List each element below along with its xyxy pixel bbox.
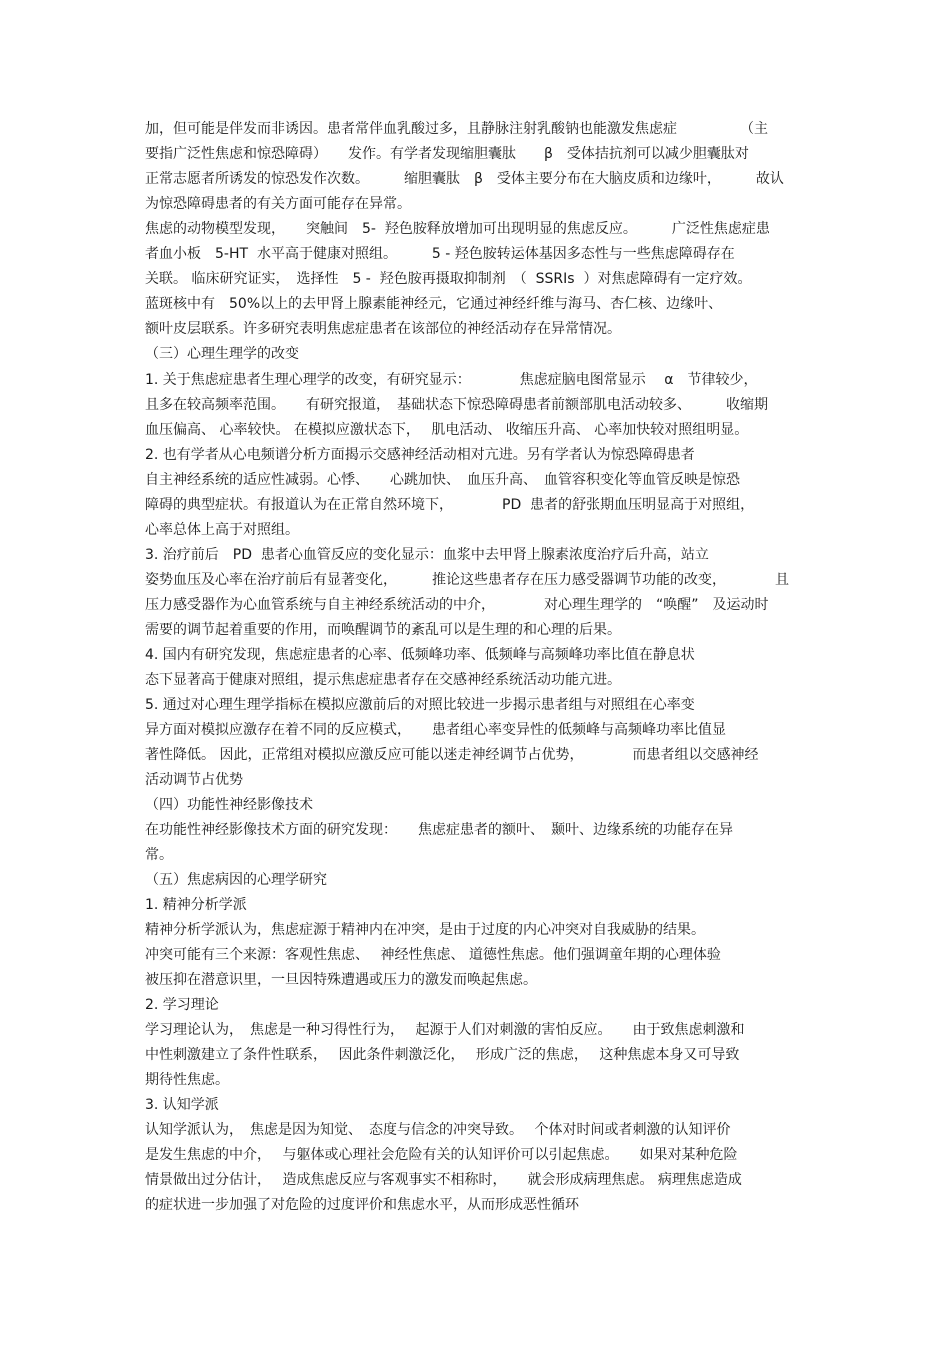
text-line: 关联。 临床研究证实， 选择性 5 - 羟色胺再摄取抑制剂 （ SSRIs ）对焦虑障碍有一定疗效。 — [145, 271, 752, 287]
text-line: 的症状进一步加强了对危险的过度评价和焦虑水平，从而形成恶性循环 — [145, 1197, 579, 1213]
section-heading: （三）心理生理学的改变 — [145, 346, 299, 362]
text-line: 障碍的典型症状。有报道认为在正常自然环境下， PD 患者的舒张期血压明显高于对照组， — [145, 497, 755, 513]
text-line: 加，但可能是伴发而非诱因。患者常伴血乳酸过多，且静脉注射乳酸钠也能激发焦虑症 （主 — [145, 121, 768, 137]
text-line: 活动调节占优势 — [145, 772, 243, 788]
text-line: 在功能性神经影像技术方面的研究发现： 焦虑症患者的额叶、 颞叶、边缘系统的功能存在异 — [145, 822, 733, 838]
text-line: 蓝斑核中有 50%以上的去甲肾上腺素能神经元，它通过神经纤维与海马、杏仁核、边缘叶、 — [145, 296, 723, 312]
text-line: 2. 也有学者从心电频谱分析方面揭示交感神经活动相对亢进。另有学者认为惊恐障碍患者 — [145, 447, 695, 463]
text-line: 学习理论认为， 焦虑是一种习得性行为， 起源于人们对刺激的害怕反应。 由于致焦虑刺激和 — [145, 1022, 745, 1038]
text-line: 态下显著高于健康对照组，提示焦虑症患者存在交感神经系统活动功能亢进。 — [145, 672, 621, 688]
text-line: 者血小板 5-HT 水平高于健康对照组。 5 - 羟色胺转运体基因多态性与一些焦虑障碍存在 — [145, 246, 735, 262]
text-line: 3. 治疗前后 PD 患者心血管反应的变化显示：血浆中去甲肾上腺素浓度治疗后升高，站立 — [145, 547, 709, 563]
text-line: 自主神经系统的适应性减弱。心悸、 心跳加快、 血压升高、 血管容积变化等血管反映是惊恐 — [145, 472, 740, 488]
text-line: 情景做出过分估计， 造成焦虑反应与客观事实不相称时， 就会形成病理焦虑。 病理焦虑造成 — [145, 1172, 742, 1188]
text-line: 著性降低。 因此，正常组对模拟应激反应可能以迷走神经调节占优势， 而患者组以交感神经 — [145, 747, 759, 763]
text-line: 常。 — [145, 847, 173, 863]
text-line: 1. 关于焦虑症患者生理心理学的改变，有研究显示： 焦虑症脑电图常显示 α 节律较少， — [145, 372, 758, 388]
text-line: 是发生焦虑的中介， 与躯体或心理社会危险有关的认知评价可以引起焦虑。 如果对某种危险 — [145, 1147, 738, 1163]
text-line: 血压偏高、 心率较快。 在模拟应激状态下， 肌电活动、 收缩压升高、 心率加快较对照组明显。 — [145, 422, 749, 438]
text-line: 异方面对模拟应激存在着不同的反应模式， 患者组心率变异性的低频峰与高频峰功率比值显 — [145, 722, 726, 738]
text-line: 精神分析学派认为，焦虑症源于精神内在冲突，是由于过度的内心冲突对自我威胁的结果。 — [145, 922, 705, 938]
text-line: 为惊恐障碍患者的有关方面可能存在异常。 — [145, 196, 411, 212]
text-line: 需要的调节起着重要的作用，而唤醒调节的紊乱可以是生理的和心理的后果。 — [145, 622, 621, 638]
subsection-heading: 3. 认知学派 — [145, 1097, 219, 1113]
section-heading: （四）功能性神经影像技术 — [145, 797, 313, 813]
text-line: 要指广泛性焦虑和惊恐障碍） 发作。有学者发现缩胆囊肽 β 受体拮抗剂可以减少胆囊肽对 — [145, 146, 749, 162]
text-line: 压力感受器作为心血管系统与自主神经系统活动的中介， 对心理生理学的 “唤醒” 及运动时 — [145, 597, 769, 613]
text-line: 认知学派认为， 焦虑是因为知觉、 态度与信念的冲突导致。 个体对时间或者刺激的认知评价 — [145, 1122, 731, 1138]
text-line: 心率总体上高于对照组。 — [145, 522, 299, 538]
text-line: 额叶皮层联系。许多研究表明焦虑症患者在该部位的神经活动存在异常情况。 — [145, 321, 621, 337]
text-line: 焦虑的动物模型发现， 突触间 5- 羟色胺释放增加可出现明显的焦虑反应。 广泛性焦虑症患 — [145, 221, 770, 237]
subsection-heading: 1. 精神分析学派 — [145, 897, 247, 913]
text-line: 中性刺激建立了条件性联系， 因此条件刺激泛化， 形成广泛的焦虑， 这种焦虑本身又可导致 — [145, 1047, 740, 1063]
text-line: 正常志愿者所诱发的惊恐发作次数。 缩胆囊肽 β 受体主要分布在大脑皮质和边缘叶， 故认 — [145, 171, 784, 187]
section-heading: （五）焦虑病因的心理学研究 — [145, 872, 327, 888]
text-line: 5. 通过对心理生理学指标在模拟应激前后的对照比较进一步揭示患者组与对照组在心率变 — [145, 697, 695, 713]
text-line: 冲突可能有三个来源：客观性焦虑、 神经性焦虑、 道德性焦虑。他们强调童年期的心理体验 — [145, 947, 721, 963]
text-line: 被压抑在潜意识里，一旦因特殊遭遇或压力的激发而唤起焦虑。 — [145, 972, 537, 988]
text-line: 且多在较高频率范围。 有研究报道， 基础状态下惊恐障碍患者前额部肌电活动较多、 收缩期 — [145, 397, 768, 413]
text-line: 期待性焦虑。 — [145, 1072, 229, 1088]
text-line: 4. 国内有研究发现，焦虑症患者的心率、低频峰功率、低频峰与高频峰功率比值在静息状 — [145, 647, 695, 663]
text-line: 姿势血压及心率在治疗前后有显著变化， 推论这些患者存在压力感受器调节功能的改变， 且 — [145, 572, 789, 588]
subsection-heading: 2. 学习理论 — [145, 997, 219, 1013]
